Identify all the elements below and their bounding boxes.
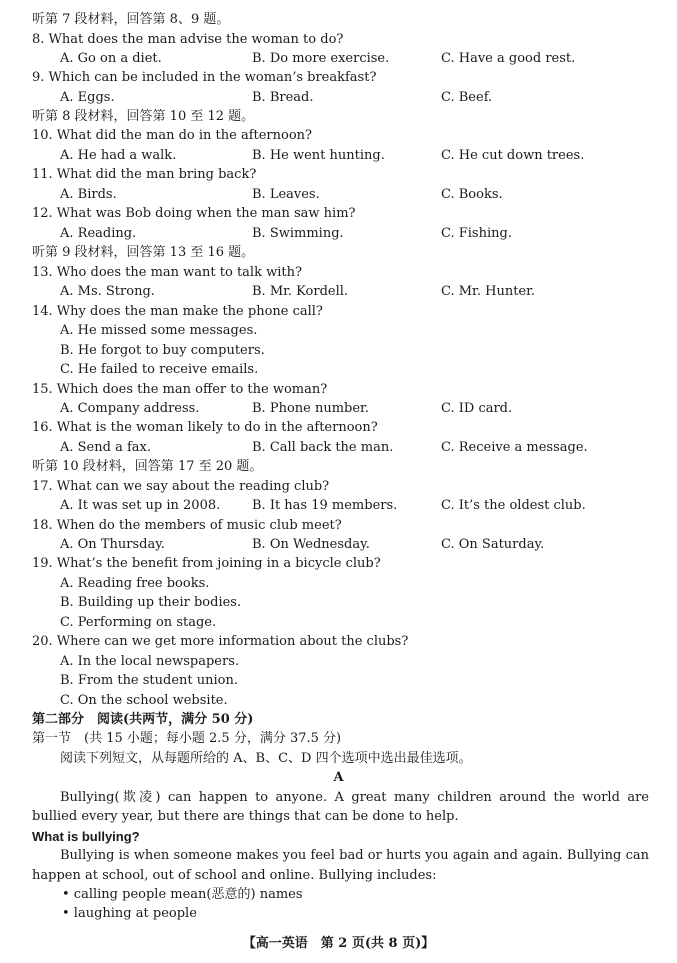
paragraph-1-line-2: bullied every year, but there are things that can be done to help. <box>32 809 459 824</box>
q8-option-a: A. Go on a diet. <box>60 51 162 66</box>
question-15: 15. Which does the man offer to the woman? <box>32 382 328 397</box>
question-14: 14. Why does the man make the phone call? <box>32 304 323 319</box>
section-one-title: 第一节 (共 15 小题；每小题 2.5 分，满分 37.5 分) <box>32 731 342 746</box>
question-19: 19. What’s the benefit from joining in a bicycle club? <box>32 556 381 571</box>
q18-option-a: A. On Thursday. <box>60 537 165 552</box>
q14-option-c: C. He failed to receive emails. <box>60 362 259 377</box>
question-13: 13. Who does the man want to talk with? <box>32 265 302 280</box>
q9-option-c: C. Beef. <box>441 90 493 105</box>
passage-letter: A <box>333 770 344 785</box>
q12-option-c: C. Fishing. <box>441 226 512 241</box>
part-two-title: 第二部分 阅读(共两节，满分 50 分) <box>32 712 254 727</box>
q20-option-a: A. In the local newspapers. <box>60 654 239 669</box>
q16-option-a: A. Send a fax. <box>60 440 151 455</box>
paragraph-2-line-2: happen at school, out of school and online. Bullying includes: <box>32 868 437 883</box>
bullet-item: • calling people mean(恶意的) names <box>62 887 303 902</box>
q13-option-a: A. Ms. Strong. <box>60 284 155 299</box>
q16-option-b: B. Call back the man. <box>252 440 394 455</box>
bullet-item: • laughing at people <box>62 906 197 921</box>
question-10: 10. What did the man do in the afternoon? <box>32 128 313 143</box>
q13-option-c: C. Mr. Hunter. <box>441 284 536 299</box>
q12-option-a: A. Reading. <box>60 226 137 241</box>
q15-option-b: B. Phone number. <box>252 401 369 416</box>
q10-option-c: C. He cut down trees. <box>441 148 585 163</box>
paragraph-1-line-1: Bullying(欺凌) can happen to anyone. A great many children around the world are <box>60 790 649 805</box>
q13-option-b: B. Mr. Kordell. <box>252 284 349 299</box>
question-16: 16. What is the woman likely to do in the afternoon? <box>32 420 378 435</box>
reading-instructions: 阅读下列短文，从每题所给的 A、B、C、D 四个选项中选出最佳选项。 <box>60 751 472 766</box>
section-heading: What is bullying? <box>32 829 140 844</box>
question-12: 12. What was Bob doing when the man saw him? <box>32 206 356 221</box>
q17-option-c: C. It’s the oldest club. <box>441 498 586 513</box>
q17-option-b: B. It has 19 members. <box>252 498 398 513</box>
q16-option-c: C. Receive a message. <box>441 440 588 455</box>
question-9: 9. Which can be included in the woman’s breakfast? <box>32 70 377 85</box>
q9-option-b: B. Bread. <box>252 90 314 105</box>
q8-option-c: C. Have a good rest. <box>441 51 576 66</box>
q11-option-c: C. Books. <box>441 187 503 202</box>
q18-option-b: B. On Wednesday. <box>252 537 370 552</box>
q8-option-b: B. Do more exercise. <box>252 51 390 66</box>
question-20: 20. Where can we get more information about the clubs? <box>32 634 409 649</box>
q19-option-a: A. Reading free books. <box>60 576 210 591</box>
q9-option-a: A. Eggs. <box>60 90 115 105</box>
q10-option-a: A. He had a walk. <box>60 148 177 163</box>
question-18: 18. When do the members of music club meet? <box>32 518 342 533</box>
section-intro-10: 听第 10 段材料，回答第 17 至 20 题。 <box>32 459 263 474</box>
q15-option-c: C. ID card. <box>441 401 513 416</box>
question-11: 11. What did the man bring back? <box>32 167 257 182</box>
q19-option-c: C. Performing on stage. <box>60 615 217 630</box>
section-intro-8: 听第 8 段材料，回答第 10 至 12 题。 <box>32 109 255 124</box>
page-footer: 【高一英语 第 2 页(共 8 页)】 <box>242 936 435 951</box>
q20-option-b: B. From the student union. <box>60 673 239 688</box>
q14-option-b: B. He forgot to buy computers. <box>60 343 265 358</box>
q15-option-a: A. Company address. <box>60 401 200 416</box>
q17-option-a: A. It was set up in 2008. <box>60 498 221 513</box>
paragraph-2-line-1: Bullying is when someone makes you feel bad or hurts you again and again. Bullying can <box>60 848 649 863</box>
section-intro-7: 听第 7 段材料，回答第 8、9 题。 <box>32 12 230 27</box>
question-17: 17. What can we say about the reading club? <box>32 479 330 494</box>
q14-option-a: A. He missed some messages. <box>60 323 258 338</box>
q12-option-b: B. Swimming. <box>252 226 344 241</box>
question-8: 8. What does the man advise the woman to do? <box>32 32 344 47</box>
q10-option-b: B. He went hunting. <box>252 148 385 163</box>
q20-option-c: C. On the school website. <box>60 693 228 708</box>
q11-option-a: A. Birds. <box>60 187 117 202</box>
q18-option-c: C. On Saturday. <box>441 537 545 552</box>
section-intro-9: 听第 9 段材料，回答第 13 至 16 题。 <box>32 245 255 260</box>
q19-option-b: B. Building up their bodies. <box>60 595 242 610</box>
q11-option-b: B. Leaves. <box>252 187 320 202</box>
